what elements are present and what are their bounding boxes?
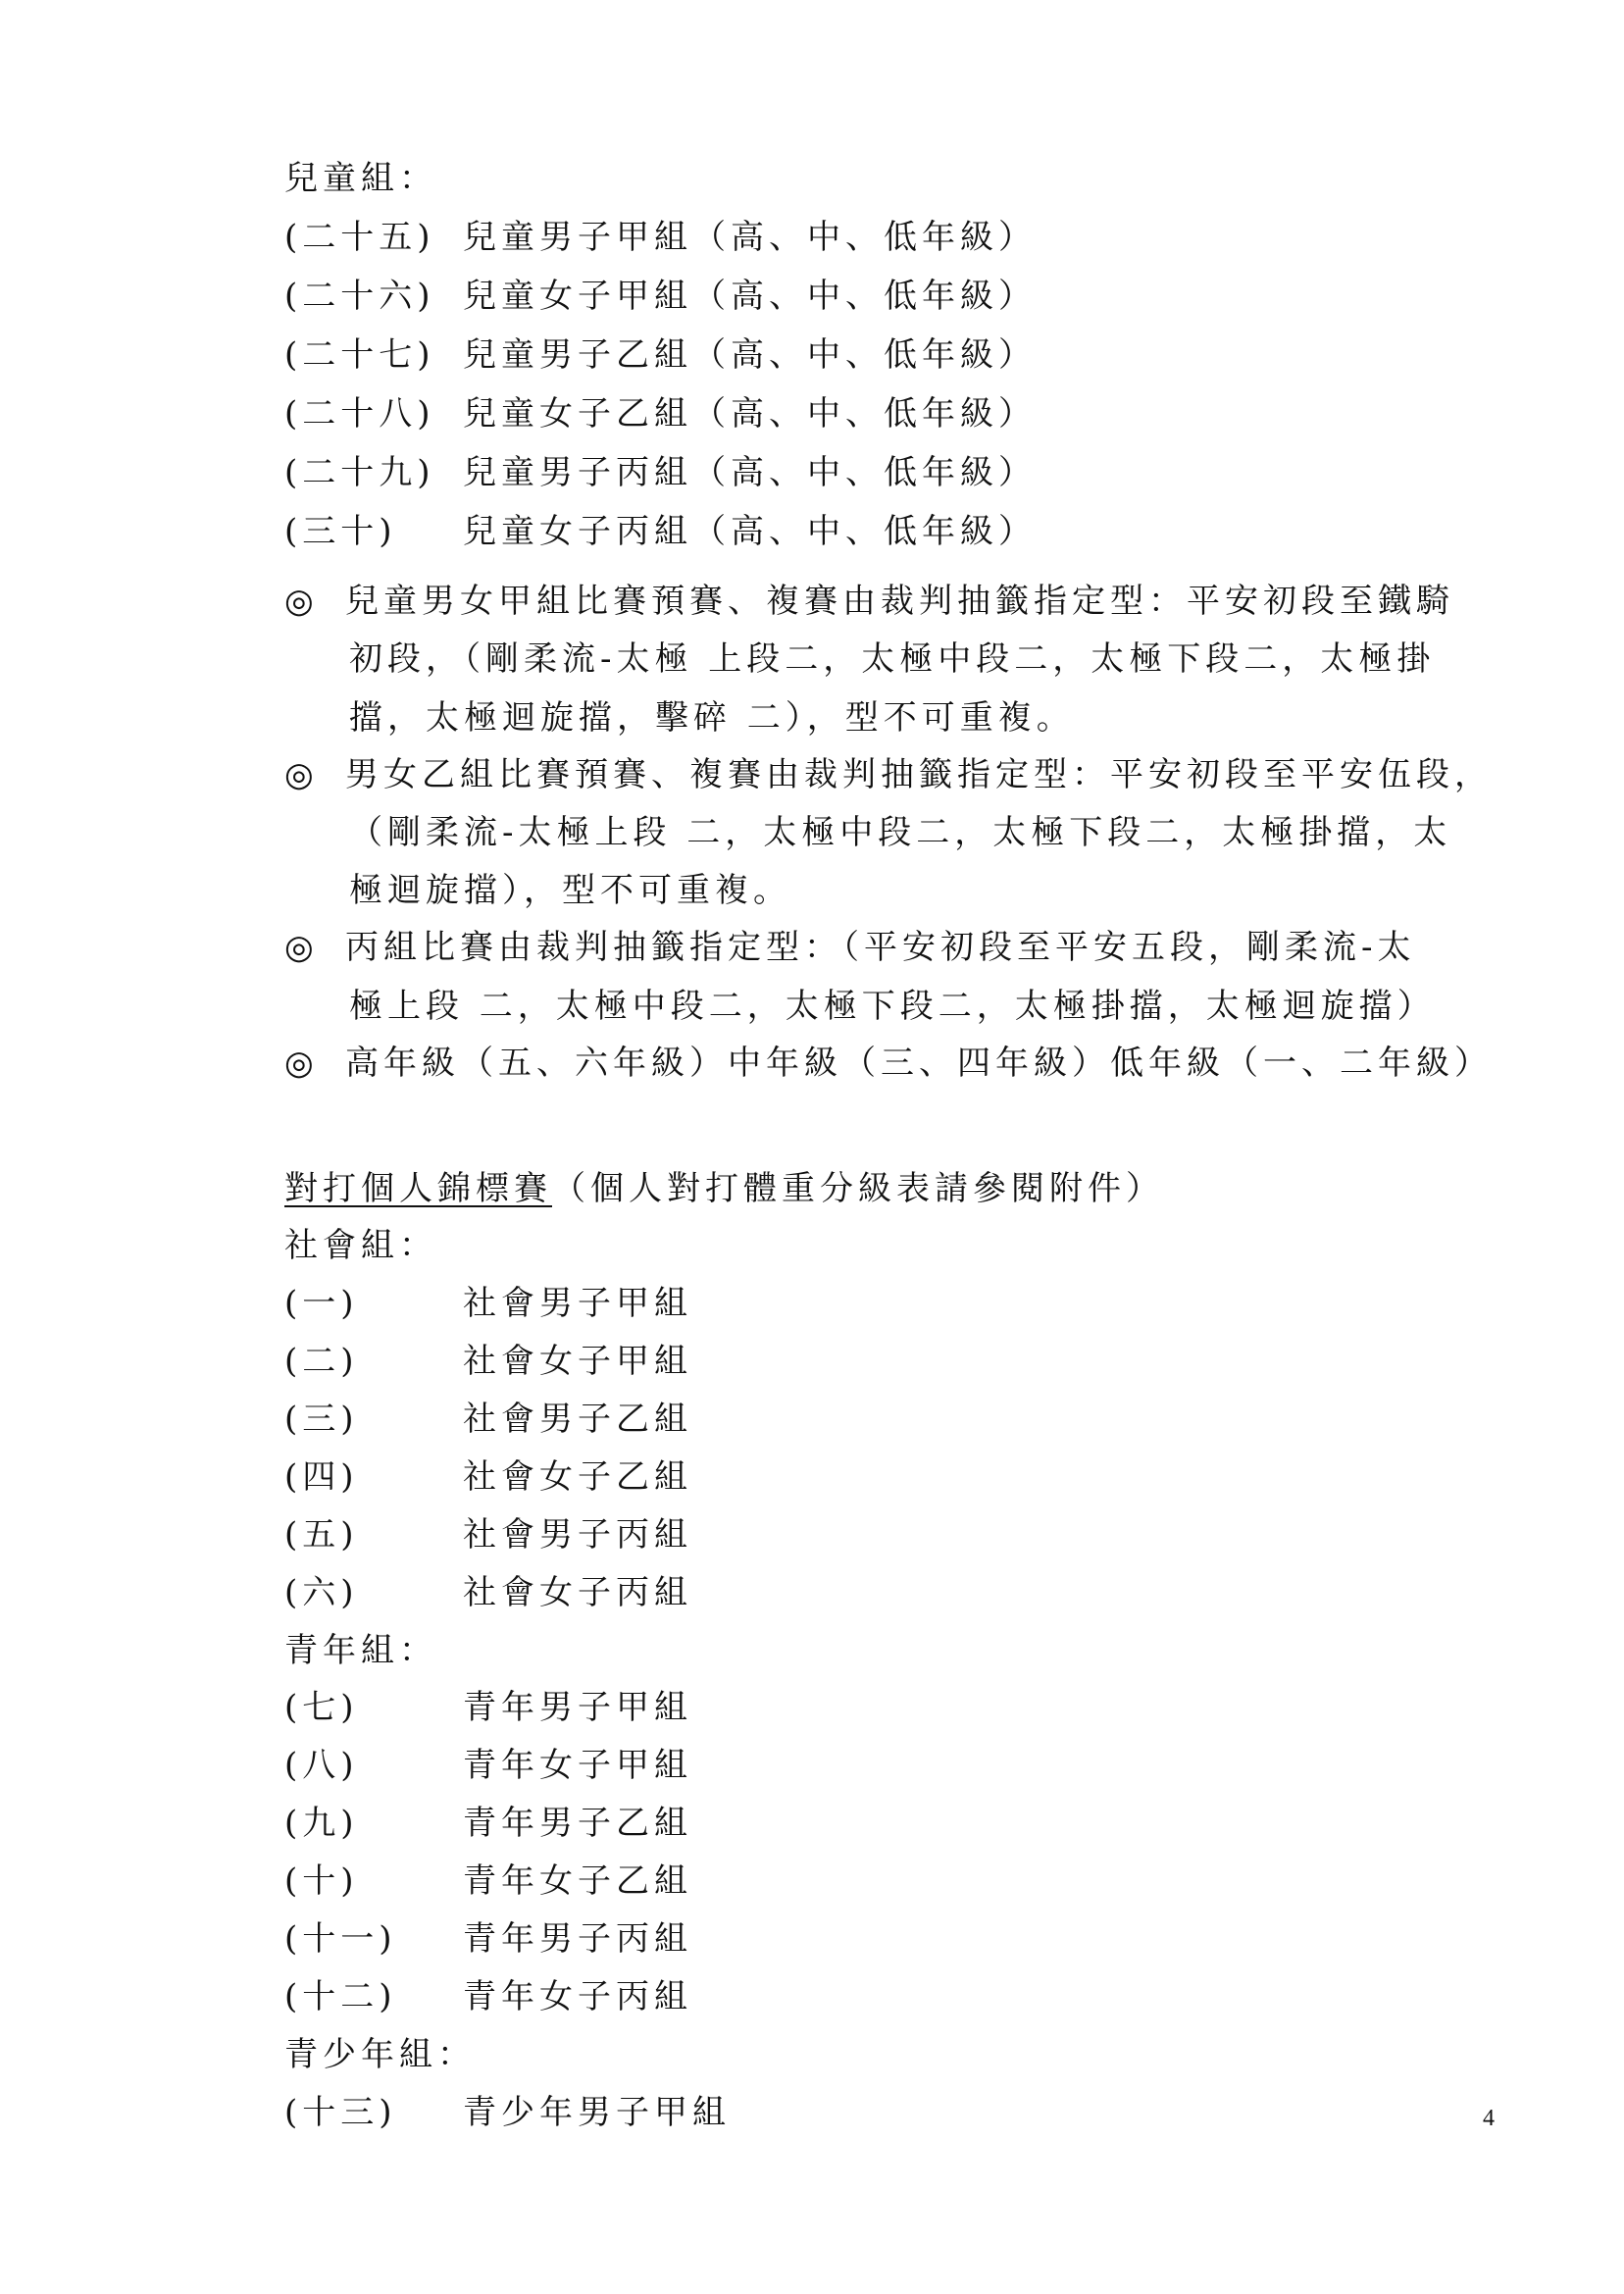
item-label: 兒童女子乙組（高、中、低年級） (463, 394, 1037, 433)
item-label: 社會女子甲組 (463, 1342, 692, 1381)
list-item (284, 394, 1037, 433)
list-item (284, 1804, 692, 1843)
list-item (284, 1457, 692, 1497)
item-label: 社會男子甲組 (463, 1284, 692, 1323)
note-item (284, 582, 1454, 621)
item-label: 青年女子甲組 (463, 1746, 692, 1785)
item-number: (一) (284, 1284, 359, 1323)
list-item (284, 1400, 692, 1439)
page-number: 4 (1483, 2106, 1495, 2131)
list-item (284, 1919, 692, 1959)
note-text: 極上段 二，太極中段二，太極下段二，太極掛擋，太極迴旋擋） (349, 987, 1436, 1026)
list-item (284, 2093, 731, 2132)
item-label: 青年女子乙組 (463, 1861, 692, 1901)
item-number: (二) (284, 1342, 359, 1381)
double-circle-icon: ◎ (284, 582, 319, 621)
item-number: (五) (284, 1515, 359, 1555)
list-item (284, 277, 1037, 316)
item-label: 青年男子丙組 (463, 1919, 692, 1959)
note-item (284, 755, 1493, 794)
note-text: 丙組比賽由裁判抽籤指定型：（平安初段至平安五段，剛柔流-太 (345, 928, 1416, 967)
item-number: (二十七) (284, 335, 435, 375)
kumite-heading (284, 1169, 1164, 1208)
list-item (284, 512, 1037, 551)
list-item (284, 1688, 692, 1727)
junior-heading: 青少年組： (284, 2035, 476, 2074)
note-text: 男女乙組比賽預賽、複賽由裁判抽籤指定型：平安初段至平安伍段， (345, 755, 1493, 794)
list-item (284, 1342, 692, 1381)
note-text: 初段，（剛柔流-太極 上段二，太極中段二，太極下段二，太極掛 (349, 639, 1436, 679)
item-number: (十一) (284, 1919, 397, 1959)
list-item (284, 453, 1037, 492)
item-label: 兒童男子甲組（高、中、低年級） (463, 218, 1037, 257)
kumite-title: 對打個人錦標賽 (284, 1169, 552, 1208)
item-label: 兒童男子乙組（高、中、低年級） (463, 335, 1037, 375)
list-item (284, 1861, 692, 1901)
item-label: 社會女子乙組 (463, 1457, 692, 1497)
item-number: (七) (284, 1688, 359, 1727)
item-label: 青年女子丙組 (463, 1977, 692, 2016)
item-label: 社會男子乙組 (463, 1400, 692, 1439)
item-label: 青少年男子甲組 (463, 2093, 731, 2132)
note-text: 極迴旋擋），型不可重複。 (349, 871, 791, 910)
item-number: (二十八) (284, 394, 435, 433)
item-number: (十二) (284, 1977, 397, 2016)
item-number: (二十五) (284, 218, 435, 257)
item-label: 兒童女子甲組（高、中、低年級） (463, 277, 1037, 316)
item-label: 兒童女子丙組（高、中、低年級） (463, 512, 1037, 551)
item-number: (二十九) (284, 453, 435, 492)
society-heading: 社會組： (284, 1226, 437, 1265)
note-text: 擋，太極迴旋擋，擊碎 二），型不可重複。 (349, 698, 1075, 738)
item-label: 社會男子丙組 (463, 1515, 692, 1555)
item-number: (三) (284, 1400, 359, 1439)
list-item (284, 1977, 692, 2016)
list-item (284, 218, 1037, 257)
note-item (284, 928, 1416, 967)
item-number: (六) (284, 1573, 359, 1612)
item-number: (八) (284, 1746, 359, 1785)
note-item (284, 1044, 1493, 1083)
kumite-subtitle: （個人對打體重分級表請參閱附件） (552, 1169, 1164, 1208)
list-item (284, 1515, 692, 1555)
list-item (284, 1284, 692, 1323)
item-number: (十三) (284, 2093, 397, 2132)
item-number: (十) (284, 1861, 359, 1901)
note-text: （剛柔流-太極上段 二，太極中段二，太極下段二，太極掛擋，太 (349, 813, 1452, 852)
list-item (284, 1746, 692, 1785)
item-number: (九) (284, 1804, 359, 1843)
double-circle-icon: ◎ (284, 755, 319, 794)
note-text: 兒童男女甲組比賽預賽、複賽由裁判抽籤指定型：平安初段至鐵騎 (345, 582, 1454, 621)
children-heading: 兒童組： (284, 159, 437, 198)
list-item (284, 1573, 692, 1612)
item-number: (三十) (284, 512, 397, 551)
item-label: 兒童男子丙組（高、中、低年級） (463, 453, 1037, 492)
list-item (284, 335, 1037, 375)
item-label: 青年男子乙組 (463, 1804, 692, 1843)
item-label: 青年男子甲組 (463, 1688, 692, 1727)
note-text: 高年級（五、六年級）中年級（三、四年級）低年級（一、二年級） (345, 1044, 1493, 1083)
item-number: (四) (284, 1457, 359, 1497)
item-number: (二十六) (284, 277, 435, 316)
youth-heading: 青年組： (284, 1631, 437, 1670)
double-circle-icon: ◎ (284, 928, 319, 967)
double-circle-icon: ◎ (284, 1044, 319, 1083)
item-label: 社會女子丙組 (463, 1573, 692, 1612)
